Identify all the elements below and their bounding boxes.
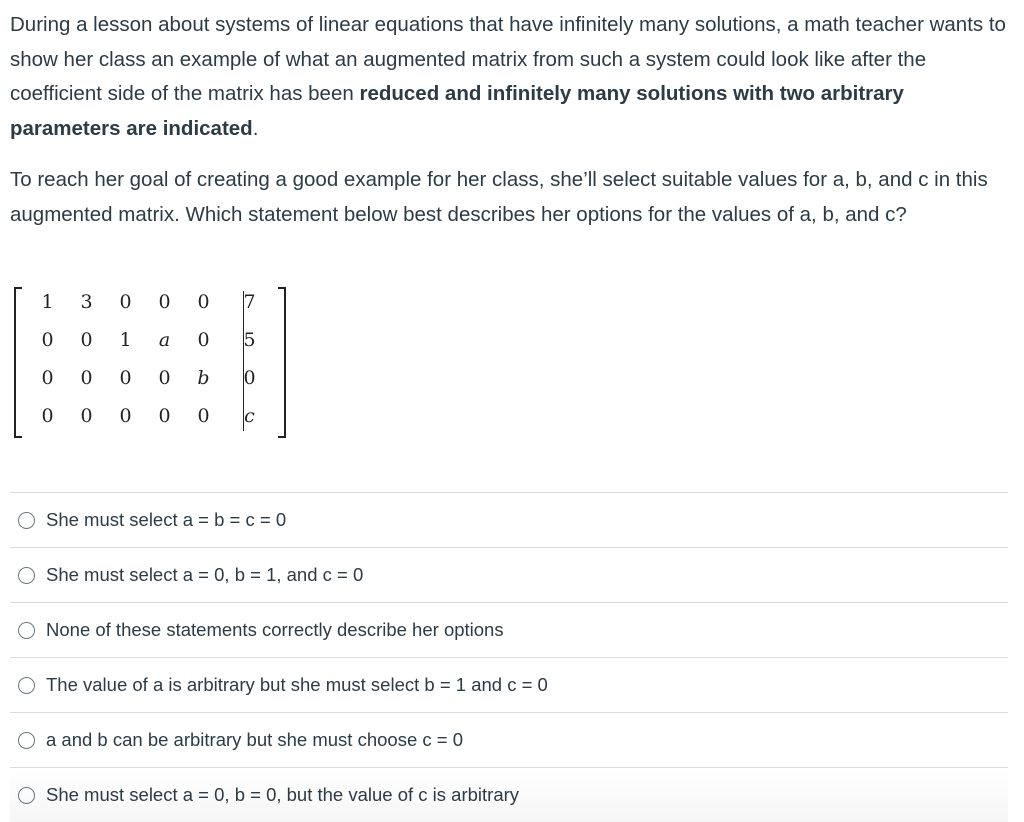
matrix-cell: 0 [41,405,54,427]
matrix-cell: 0 [158,291,171,313]
matrix-cell-constant: 7 [243,291,256,313]
matrix-cell: 0 [197,291,210,313]
augmented-matrix [14,287,286,437]
question-period: . [252,116,259,140]
matrix-cell: 3 [80,291,93,313]
matrix-cell: 0 [41,367,54,389]
answer-list [10,492,1008,822]
matrix-cell: 1 [119,329,132,351]
answer-option-4[interactable] [10,658,1008,713]
question-emphasis: reduced and infinitely many solutions with two arbitrary parameters are indicated [10,82,904,140]
answer-label[interactable]: None of these statements correctly describe her options [46,619,504,640]
matrix-row-1 [28,291,269,321]
matrix-left-bracket [14,287,22,438]
answer-option-2[interactable] [10,548,1008,603]
answer-option-5[interactable] [10,713,1008,768]
answer-label[interactable]: She must select a = 0, b = 0, but the value of c is arbitrary [46,784,520,805]
matrix-cell: 0 [80,367,93,389]
question-paragraph-1 [10,8,1015,146]
answer-option-6[interactable] [10,768,1008,822]
matrix-row-2 [28,329,269,359]
matrix-cell-constant: 5 [243,329,256,351]
matrix-cell-constant: 0 [243,367,256,389]
radio-button-icon[interactable] [18,677,35,694]
matrix-cell: 0 [119,291,132,313]
matrix-cell-variable-b: b [197,367,210,389]
matrix-cell-variable-a: a [158,329,171,351]
matrix-cell: 0 [119,405,132,427]
matrix-cell: 0 [197,405,210,427]
answer-option-3[interactable] [10,603,1008,658]
question-paragraph-2: To reach her goal of creating a good example for her class, she’ll select suitable values for a, b, and c in this augmented matrix. Which statement below best describes her options for the values of a, b, and c? [10,168,988,226]
radio-button-icon[interactable] [18,512,35,529]
matrix-cell: 0 [80,329,93,351]
radio-button-icon[interactable] [18,732,35,749]
matrix-cell: 0 [119,367,132,389]
answer-label[interactable]: The value of a is arbitrary but she must select b = 1 and c = 0 [46,674,548,695]
radio-button-icon[interactable] [18,787,35,804]
matrix-cell-variable-c: c [244,405,255,427]
answer-label[interactable]: a and b can be arbitrary but she must choose c = 0 [46,729,464,750]
matrix-cell: 0 [158,405,171,427]
answer-label[interactable]: She must select a = b = c = 0 [46,509,287,530]
matrix-cell: 0 [41,329,54,351]
matrix-row-4 [28,405,269,435]
matrix-cell: 0 [197,329,210,351]
matrix-row-3 [28,367,269,397]
matrix-cell: 0 [80,405,93,427]
question-text [10,8,1015,232]
answer-option-1[interactable] [10,493,1008,548]
question-intro: During a lesson about systems of linear equations that have infinitely many solutions, a math teacher wants to show her class an example of what an augmented matrix from such a system could look like after the coefficient side of the matrix has been [10,13,1006,105]
matrix-right-bracket [278,287,286,438]
radio-button-icon[interactable] [18,567,35,584]
answer-label[interactable]: She must select a = 0, b = 1, and c = 0 [46,564,364,585]
matrix-cell: 1 [41,291,54,313]
matrix-cell: 0 [158,367,171,389]
radio-button-icon[interactable] [18,622,35,639]
